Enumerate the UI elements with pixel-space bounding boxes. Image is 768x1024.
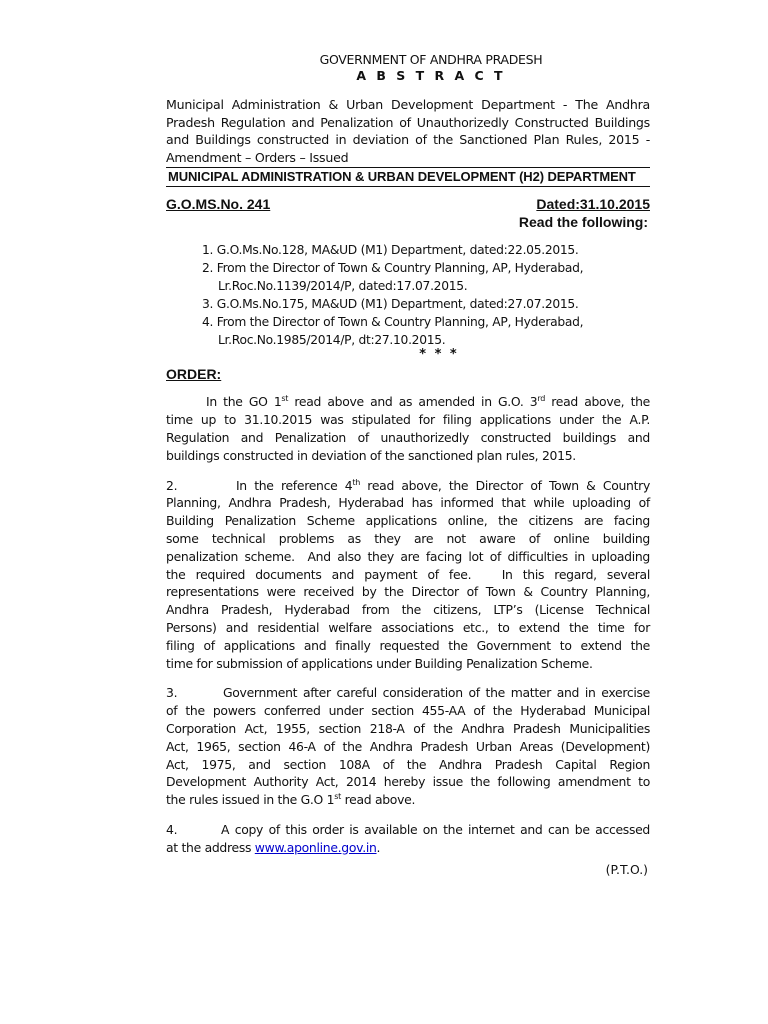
subject-block <box>166 96 650 166</box>
paragraph-line: penalization scheme. And also they are facing lot of difficulties in uploading <box>166 548 650 564</box>
reference-item: 3. G.O.Ms.No.175, MA&UD (M1) Department, dated:27.07.2015. <box>202 297 579 312</box>
section-separator: * * * <box>419 347 459 363</box>
paragraph-line: Development Authority Act, 2014 hereby issue the following amendment to <box>166 774 650 790</box>
paragraph-line: filing of applications and finally requested the Government to extend the <box>166 637 650 653</box>
paragraph-3 <box>166 684 650 809</box>
subject-line: Amendment – Orders – Issued <box>166 149 349 165</box>
paragraph-line: Andhra Pradesh, Hyderabad from the citizens, LTP’s (License Technical <box>166 602 650 618</box>
text-run: at the address <box>166 839 255 855</box>
paragraph-line: time for submission of applications under Building Penalization Scheme. <box>166 655 593 671</box>
paragraph-1 <box>166 393 650 464</box>
paragraph-line <box>166 393 650 411</box>
paragraph-line: 3. Government after careful consideration of the matter and in exercise <box>166 685 650 701</box>
superscript: th <box>352 477 360 487</box>
paragraph-line <box>166 791 650 809</box>
subject-line: Municipal Administration & Urban Development Department - The Andhra <box>166 97 650 112</box>
text-run: 2. In the reference 4 <box>166 477 353 493</box>
text-run: . <box>376 839 381 855</box>
text-run: read above and as amended in G.O. 3 <box>288 394 538 410</box>
paragraph-line <box>166 839 650 857</box>
superscript: rd <box>537 394 545 404</box>
paragraph-line <box>166 477 650 495</box>
department-heading: MUNICIPAL ADMINISTRATION & URBAN DEVELOPMENT (H2) DEPARTMENT <box>166 167 650 187</box>
paragraph-4 <box>166 821 650 857</box>
reference-item-continuation: Lr.Roc.No.1985/2014/P, dt:27.10.2015. <box>218 333 446 348</box>
reference-item: 1. G.O.Ms.No.128, MA&UD (M1) Department, dated:22.05.2015. <box>202 243 579 258</box>
paragraph-line: Act, 1975, and section 108A of the Andhra Pradesh Capital Region <box>166 756 650 772</box>
text-run: the rules issued in the G.O 1 <box>166 792 335 808</box>
government-heading: GOVERNMENT OF ANDHRA PRADESH <box>319 52 543 67</box>
paragraph-line: Corporation Act, 1955, section 218-A of the Andhra Pradesh Municipalities <box>166 720 650 736</box>
reference-item: 2. From the Director of Town & Country Planning, AP, Hyderabad, <box>202 261 584 276</box>
paragraph-line: Planning, Andhra Pradesh, Hyderabad has informed that while uploading of <box>166 495 650 511</box>
goms-row <box>166 195 650 213</box>
paragraph-line: Regulation and Penalization of unauthorizedly constructed buildings and <box>166 429 650 445</box>
subject-line: Pradesh Regulation and Penalization of Unauthorizedly Constructed Buildings <box>166 114 650 130</box>
superscript: st <box>281 394 289 404</box>
paragraph-line: the required documents and payment of fee. In this regard, several <box>166 566 650 582</box>
paragraph-2 <box>166 477 650 673</box>
paragraph-line: Building Penalization Scheme applications online, the citizens are facing <box>166 513 650 529</box>
paragraph-line: of the powers conferred under section 455-AA of the Hyderabad Municipal <box>166 703 650 719</box>
paragraph-line: time up to 31.10.2015 was stipulated for filing applications under the A.P. <box>166 412 650 428</box>
aponline-link[interactable]: www.aponline.gov.in <box>254 839 377 855</box>
superscript: st <box>334 792 341 802</box>
paragraph-line: representations were received by the Director of Town & Country Planning, <box>166 584 650 600</box>
subject-line: and Buildings constructed in deviation of the Sanctioned Plan Rules, 2015 - <box>166 132 650 148</box>
paragraph-line: Act, 1965, section 46-A of the Andhra Pradesh Urban Areas (Development) <box>166 738 650 754</box>
abstract-heading: A B S T R A C T <box>356 68 506 83</box>
paragraph-line: buildings constructed in deviation of the sanctioned plan rules, 2015. <box>166 447 576 463</box>
order-heading: ORDER: <box>166 366 222 383</box>
paragraph-line: 4. A copy of this order is available on the internet and can be accessed <box>166 821 650 837</box>
read-following-label: Read the following: <box>518 214 648 231</box>
text-run: read above, the <box>545 394 651 410</box>
references-list <box>202 241 650 349</box>
goms-date: Dated:31.10.2015 <box>536 196 650 213</box>
reference-item-continuation: Lr.Roc.No.1139/2014/P, dated:17.07.2015. <box>218 279 468 294</box>
goms-number: G.O.MS.No. 241 <box>166 196 271 213</box>
reference-item: 4. From the Director of Town & Country Planning, AP, Hyderabad, <box>202 315 584 330</box>
text-run: read above. <box>340 792 416 808</box>
paragraph-line: Persons) and residential welfare associations etc., to extend the time for <box>166 619 650 635</box>
text-run: In the GO 1 <box>206 394 282 410</box>
pto-note: (P.T.O.) <box>605 861 648 877</box>
document-body <box>166 52 650 879</box>
text-run: read above, the Director of Town & Country <box>359 477 650 493</box>
paragraph-line: some technical problems as they are not aware of online building <box>166 530 650 546</box>
